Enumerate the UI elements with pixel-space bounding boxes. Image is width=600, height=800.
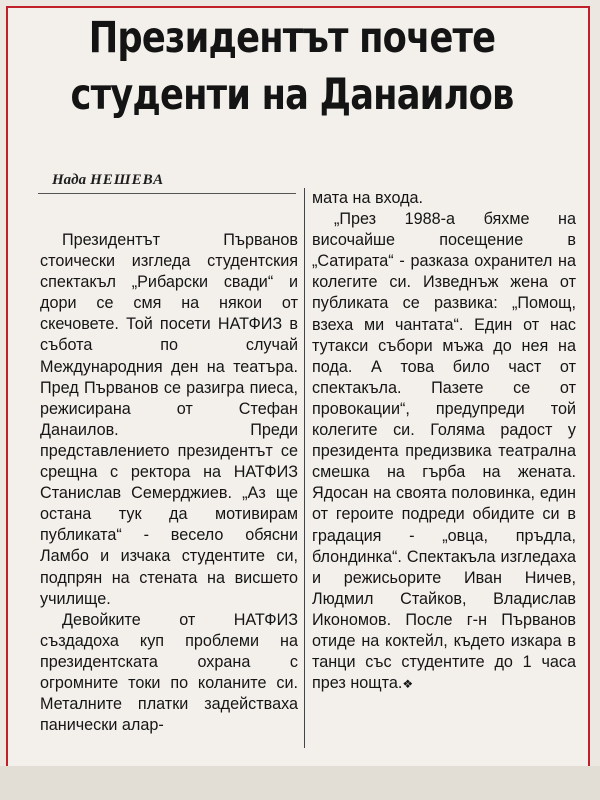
byline [40, 172, 296, 194]
author-last-name: НЕШЕВА [90, 172, 165, 188]
headline-line-2: студенти на Данаилов [70, 70, 514, 120]
end-ornament-icon: ❖ [402, 677, 414, 692]
paragraph-3 [312, 209, 576, 695]
column-divider [304, 188, 305, 748]
left-column [40, 230, 298, 736]
right-column [312, 188, 576, 695]
paragraph-3-text: „През 1988-а бяхме на височайше посещение в „Сатирата“ - разказа охранител на колегите си. Изведнъж жена от публиката се развика: „Помощ, взеха ми чантата“. Един от нас тутакси събори мъжа до нея на пода. А това било част от спектакъла. Пазете се от провокации“, предупреди той колегите си. Голяма радост у президента предизвика театрална смешка на гърба на жената. Ядосан на своята половинка, един от героите подреди обидите си в градация - „овца, пръдла, блондинка“. Спектакъла изгледаха и режисьорите Иван Ничев, Людмил Стайков, Владислав Икономов. После г-н Първанов отиде на коктейл, където изкара в танци със студентите до 1 часа през нощта. [312, 210, 576, 693]
author-first-name: Нада [52, 172, 87, 188]
page-bottom-margin [0, 766, 600, 800]
byline-rule [38, 193, 296, 194]
paragraph-2-continued: мата на входа. [312, 189, 424, 207]
headline [64, 10, 520, 124]
paragraph-2: Девойките от НАТФИЗ създадоха куп проблеми на президентската охрана с огромните токи по коланите си. Металните платки задействаха панически алар- [40, 610, 298, 735]
paragraph-1: Президентът Първанов стоически изгледа студентския спектакъл „Рибарски свади“ и дори се смя на някои от скечовете. Той посети НАТФИЗ в събота по случай Международния ден на театъра. Пред Първанов се разигра пиеса, режисирана от Стефан Данаилов. Преди представлението президентът се срещна с ректора на НАТФИЗ Станислав Семерджиев. „Аз ще остана тук да мотивирам публиката“ - весело обясни Ламбо и изчака студентите си, подпрян на стената на висшето училище. [40, 231, 298, 608]
headline-line-1: Президентът почете [88, 13, 496, 63]
